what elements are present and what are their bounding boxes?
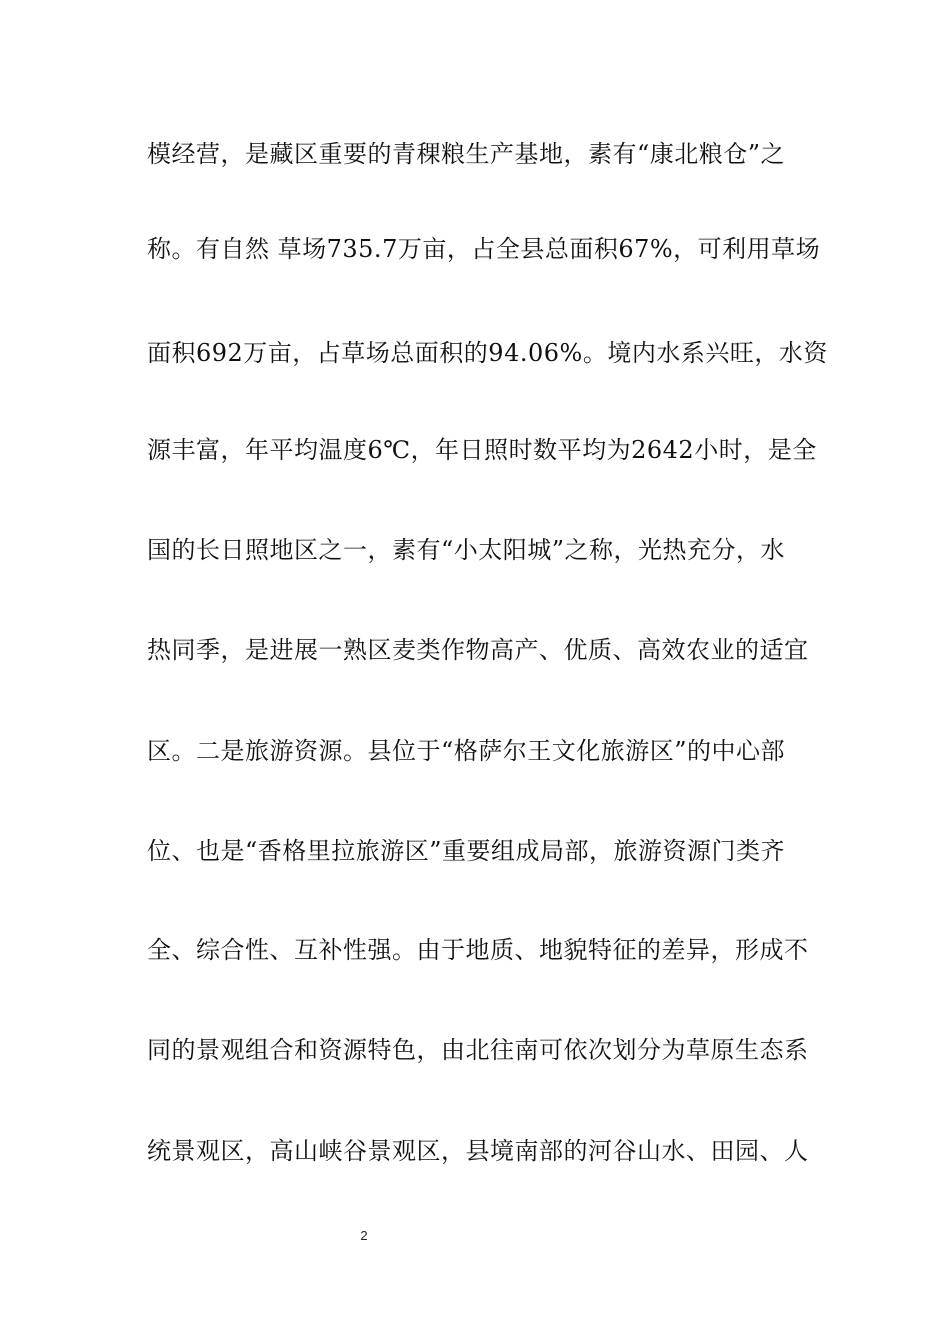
text-line: 统景观区，高山峡谷景观区，县境南部的河谷山水、田园、人 (147, 1137, 809, 1165)
text-line: 模经营，是藏区重要的青稞粮生产基地，素有“康北粮仓”之 (147, 140, 786, 168)
text-line: 源丰富，年平均温度6℃，年日照时数平均为2642小时，是全 (147, 436, 817, 464)
text-line: 位、也是“香格里拉旅游区”重要组成局部，旅游资源门类齐 (147, 837, 786, 865)
text-line: 热同季，是进展一熟区麦类作物高产、优质、高效农业的适宜 (147, 636, 809, 664)
text-line: 国的长日照地区之一，素有“小太阳城”之称，光热充分，水 (147, 536, 786, 564)
page-number: 2 (360, 1228, 368, 1243)
text-line: 面积692万亩，占草场总面积的94.06%。境内水系兴旺，水资 (147, 339, 828, 367)
text-line: 全、综合性、互补性强。由于地质、地貌特征的差异，形成不 (147, 936, 809, 964)
text-line: 区。二是旅游资源。县位于“格萨尔王文化旅游区”的中心部 (147, 737, 786, 765)
text-line: 同的景观组合和资源特色，由北往南可依次划分为草原生态系 (147, 1036, 809, 1064)
text-line: 称。有自然 草场735.7万亩，占全县总面积67%，可利用草场 (147, 235, 821, 263)
